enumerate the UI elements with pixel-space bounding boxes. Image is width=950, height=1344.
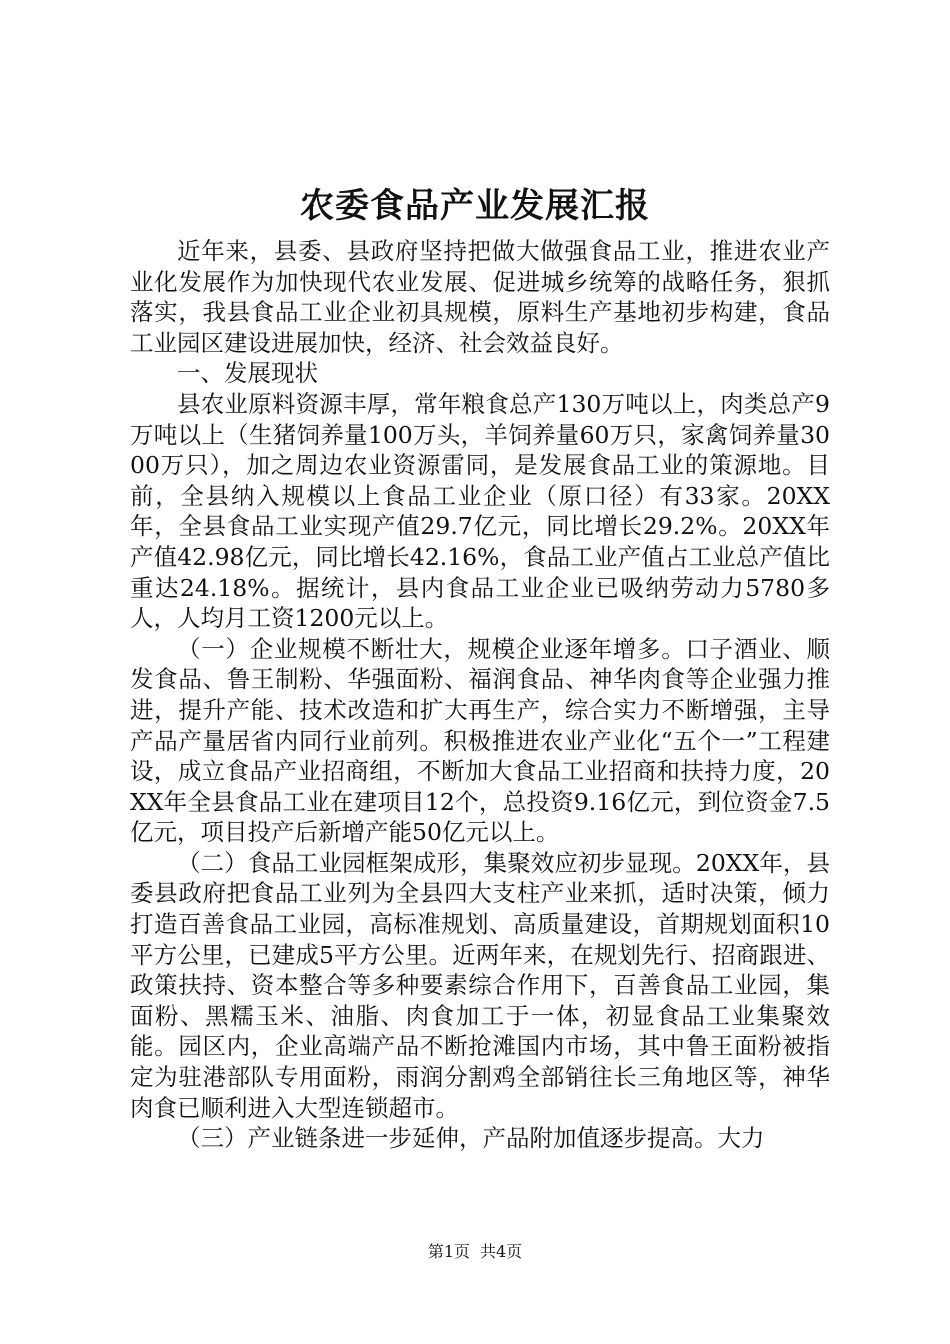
body-paragraph: 县农业原料资源丰厚，常年粮食总产130万吨以上，肉类总产9万吨以上（生猪饲养量100万头，羊饲养量60万只，家禽饲养量3000万只），加之周边农业资源雷同，是发展食品工业的策源地。目前，全县纳入规模以上食品工业企业（原口径）有33家。20XX年，全县食品工业实现产值29.7亿元，同比增长29.2%。20XX年产值42.98亿元，同比增长42.16%，食品工业产值占工业总产值比重达24.18%。据统计，县内食品工业企业已吸纳劳动力5780多人，人均月工资1200元以上。	[130, 389, 830, 633]
page-total: 共4页	[480, 1242, 523, 1261]
intro-paragraph: 近年来，县委、县政府坚持把做大做强食品工业，推进农业产业化发展作为加快现代农业发展、促进城乡统筹的战略任务，狠抓落实，我县食品工业企业初具规模，原料生产基地初步构建，食品工业园区建设进展加快，经济、社会效益良好。	[130, 237, 830, 357]
body-paragraph: （三）产业链条进一步延伸，产品附加值逐步提高。大力	[177, 1124, 765, 1153]
body-paragraph: （二）食品工业园框架成形，集聚效应初步显现。20XX年，县委县政府把食品工业列为全县四大支柱产业来抓，适时决策，倾力打造百善食品工业园，高标准规划、高质量建设，首期规划面积10平方公里，已建成5平方公里。近两年来，在规划先行、招商跟进、政策扶持、资本整合等多种要素综合作用下，百善食品工业园，集面粉、黑糯玉米、油脂、肉食加工于一体，初显食品工业集聚效能。园区内，企业高端产品不断抢滩国内市场，其中鲁王面粉被指定为驻港部队专用面粉，雨润分割鸡全部销往长三角地区等，神华肉食已顺利进入大型连锁超市。	[130, 848, 830, 1122]
page-footer	[0, 1242, 950, 1262]
section-heading: 一、发展现状	[177, 359, 318, 388]
body-paragraph: （一）企业规模不断壮大，规模企业逐年增多。口子酒业、顺发食品、鲁王制粉、华强面粉、福润食品、神华肉食等企业强力推进，提升产能、技术改造和扩大再生产，综合实力不断增强，主导产品产量居省内同行业前列。积极推进农业产业化“五个一”工程建设，成立食品产业招商组，不断加大食品工业招商和扶持力度，20XX年全县食品工业在建项目12个，总投资9.16亿元，到位资金7.5亿元，项目投产后新增产能50亿元以上。	[130, 634, 830, 847]
document-title: 农委食品产业发展汇报	[300, 186, 650, 226]
page-number: 第1页	[427, 1242, 470, 1261]
document-body	[130, 236, 830, 1154]
